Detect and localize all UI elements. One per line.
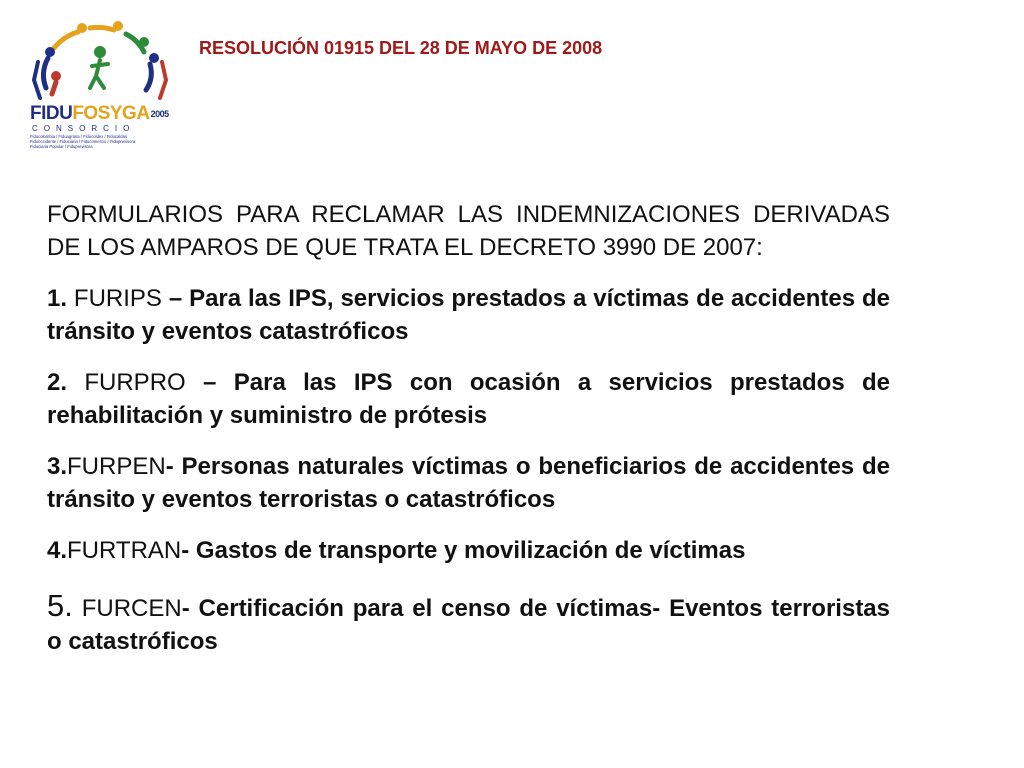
item-separator: -: [165, 453, 174, 480]
brand-part2: FOSYGA: [72, 103, 150, 124]
item-description: Gastos de transporte y movilización de víctimas: [195, 537, 746, 564]
members-line: Fiduciaria Popular / Fiduprevisora: [30, 144, 93, 149]
item-code: FURPRO: [84, 369, 186, 396]
list-item: [47, 450, 890, 516]
item-number: 5.: [47, 588, 73, 623]
item-separator: –: [168, 285, 183, 312]
list-item: [47, 589, 890, 658]
item-description: Para las IPS con ocasión a servicios prestados de rehabilitación y suministro de prótesis: [47, 369, 891, 429]
page-title: RESOLUCIÓN 01915 DEL 28 DE MAYO DE 2008: [199, 38, 603, 58]
item-code: FURPEN: [67, 453, 166, 480]
members-line: Fiduoccidente / Fiduciaria / Fiducomercio / Fiduprevisora: [30, 139, 136, 144]
item-code: FURTRAN: [67, 537, 182, 564]
brand-part1: FIDU: [30, 103, 73, 124]
item-number: 2.: [47, 369, 68, 396]
fidufosyga-logo: [26, 18, 176, 148]
item-separator: –: [203, 369, 217, 396]
item-description: Para las IPS, servicios prestados a víctimas de accidentes de tránsito y eventos catastróficos: [47, 285, 891, 345]
item-code: FURCEN: [81, 595, 182, 622]
list-item: [47, 366, 890, 432]
logo-consorcio: CONSORCIO: [32, 124, 136, 133]
list-item: [47, 534, 890, 567]
item-separator: -: [181, 537, 190, 564]
logo-brand: [30, 104, 172, 124]
list-item: [47, 282, 890, 348]
document-body: [47, 198, 890, 658]
item-code: FURIPS: [73, 285, 162, 312]
item-number: 1.: [47, 285, 68, 312]
item-separator: -: [181, 595, 190, 622]
item-description: Certificación para el censo de víctimas- Eventos terroristas o catastróficos: [47, 595, 891, 655]
item-description: Personas naturales víctimas o beneficiarios de accidentes de tránsito y eventos terroristas o catastróficos: [47, 453, 890, 513]
item-number: 4.: [47, 537, 68, 564]
logo-members: [30, 134, 172, 149]
people-circle-icon: [26, 18, 176, 108]
logo-text: [30, 104, 172, 149]
intro-paragraph: FORMULARIOS PARA RECLAMAR LAS INDEMNIZACIONES DERIVADAS DE LOS AMPAROS DE QUE TRATA EL DECRETO 3990 DE 2007:: [47, 201, 890, 261]
brand-year: 2005: [150, 109, 169, 119]
members-line: Fiducolombia / Fiduagraria / Fiducoldex / Fiducaldas: [30, 134, 128, 139]
item-number: 3.: [47, 453, 68, 480]
